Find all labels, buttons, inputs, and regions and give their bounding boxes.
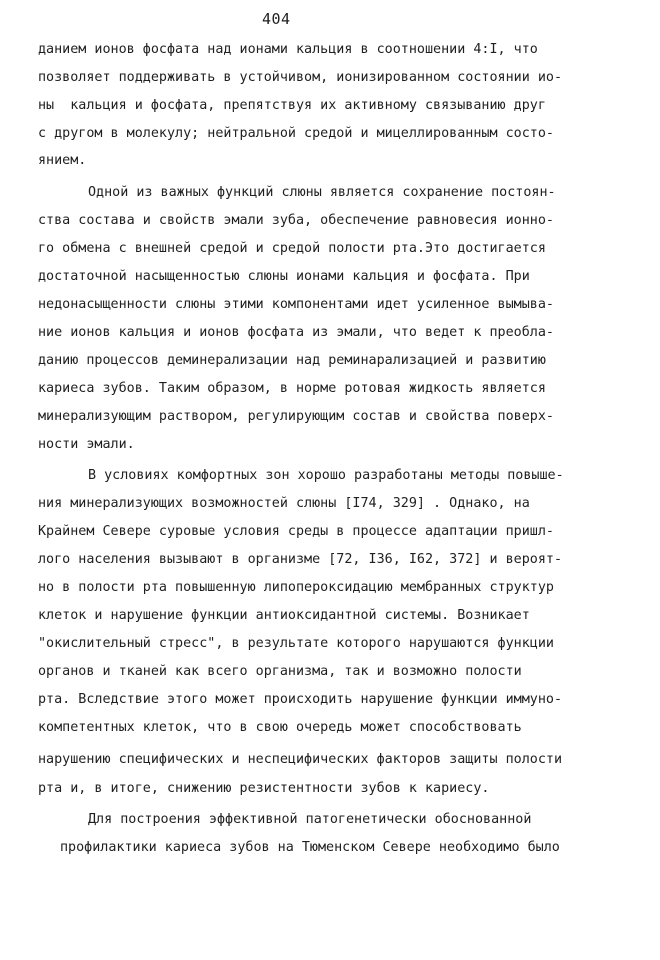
text-line: минерализующим раствором, регулирующим состав и свойства поверх-	[38, 409, 554, 424]
text-line: ны кальция и фосфата, препятствуя их активному связыванию друг	[38, 98, 546, 113]
text-line: Крайнем Севере суровые условия среды в процессе адаптации пришл-	[38, 524, 554, 539]
text-line: достаточной насыщенностью слюны ионами кальция и фосфата. При	[38, 269, 530, 284]
text-line: органов и тканей как всего организма, так и возможно полости	[38, 664, 522, 679]
text-line: позволяет поддерживать в устойчивом, ионизированном состоянии ио-	[38, 70, 563, 85]
text-line: нарушению специфических и неспецифических факторов защиты полости	[38, 752, 563, 767]
text-line: ния минерализующих возможностей слюны [I74, 329] . Однако, на	[38, 496, 530, 511]
text-line: с другом в молекулу; нейтральной средой и мицеллированным состо-	[38, 126, 554, 141]
text-line: данием ионов фосфата над ионами кальция в соотношении 4:I, что	[38, 42, 538, 57]
text-line: Для построения эффективной патогенетически обоснованной	[88, 812, 532, 827]
text-line: кариеса зубов. Таким образом, в норме ротовая жидкость является	[38, 381, 546, 396]
text-line: ние ионов кальция и ионов фосфата из эмали, что ведет к преобла-	[38, 325, 554, 340]
text-line: недонасыщенности слюны этими компонентами идет усиленное вымыва-	[38, 297, 554, 312]
text-line: ства состава и свойств эмали зуба, обеспечение равновесия ионно-	[38, 213, 554, 228]
text-line: го обмена с внешней средой и средой полости рта.Это достигается	[38, 241, 546, 256]
text-line: рта и, в итоге, снижению резистентности зубов к кариесу.	[38, 781, 490, 796]
text-line: компетентных клеток, что в свою очередь может способствовать	[38, 720, 522, 735]
text-line: рта. Вследствие этого может происходить нарушение функции иммуно-	[38, 692, 563, 707]
text-line: но в полости рта повышенную липопероксидацию мембранных структур	[38, 580, 554, 595]
text-line: "окислительный стресс", в результате которого нарушаются функции	[38, 636, 554, 651]
text-line: лого населения вызывают в организме [72, I36, I62, 372] и вероят-	[38, 552, 563, 567]
page-number: 404	[262, 10, 291, 28]
text-line: Одной из важных функций слюны является сохранение постоян-	[88, 185, 556, 200]
text-line: В условиях комфортных зон хорошо разработаны методы повыше-	[88, 468, 564, 483]
text-line: клеток и нарушение функции антиоксидантной системы. Возникает	[38, 608, 530, 623]
text-line: профилактики кариеса зубов на Тюменском Севере необходимо было	[60, 840, 560, 855]
text-line: ности эмали.	[38, 437, 135, 452]
text-line: данию процессов деминерализации над реминарализацией и развитию	[38, 353, 546, 368]
text-line: янием.	[38, 153, 87, 168]
